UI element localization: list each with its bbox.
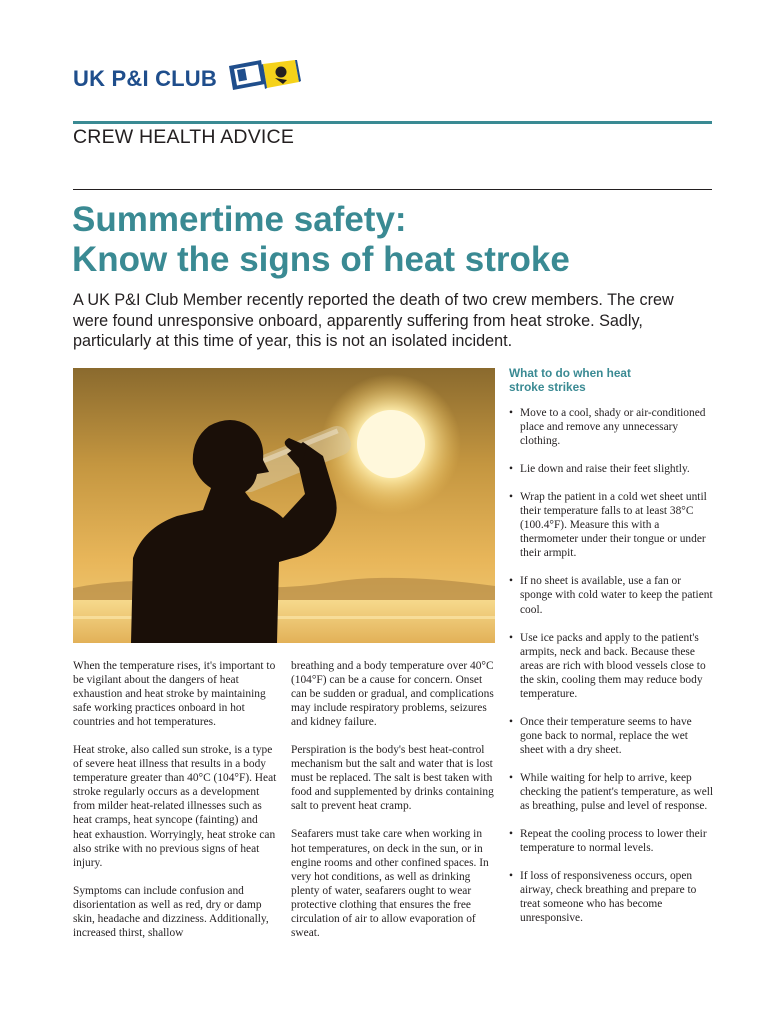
headline-line-1: Summertime safety:: [72, 200, 407, 239]
list-item: • Use ice packs and apply to the patient's armpits, neck and back. Because these areas are rich with blood vessels close to the skin, cooling them may reduce body temperature.: [509, 631, 714, 701]
body-paragraph: Seafarers must take care when working in hot temperatures, on deck in the sun, or in engine rooms and other confined spaces. In very hot conditions, as well as drinking plenty of water, seafarers ought to wear protective clothing that ensures the free circulation of air to allow evaporation of sweat.: [291, 828, 489, 939]
body-paragraph: Symptoms can include confusion and disorientation as well as red, dry or damp skin, headache and dizziness. Additionally, increased thirst, shallow: [73, 884, 269, 939]
brand-logo: [73, 58, 303, 99]
brand-name: UK P&I CLUB: [73, 65, 217, 91]
man-drinking-water-sunset-photo: [73, 368, 495, 643]
list-item: • If loss of responsiveness occurs, open airway, check breathing and prepare to treat someone who has become unresponsive.: [509, 869, 714, 925]
list-item: • Repeat the cooling process to lower their temperature to normal levels.: [509, 827, 714, 855]
body-column-2: [291, 659, 496, 954]
body-paragraph: When the temperature rises, it's important to be vigilant about the dangers of heat exhaustion and heat stroke by maintaining safe working practices onboard in hot countries and hot temperatures.: [73, 660, 276, 729]
list-item: • Once their temperature seems to have gone back to normal, replace the wet sheet with a dry sheet.: [509, 715, 714, 757]
body-paragraph: Heat stroke, also called sun stroke, is a type of severe heat illness that results in a body temperature greater than 40°C (104°F). Heat stroke regularly occurs as a development from milder heat-related illnesses such as heat cramps, heat syncope (fainting) and heat exhaustion. Worryingly, heat stroke can also strike with no previous signs of heat injury.: [73, 744, 277, 869]
list-item: • Lie down and raise their feet slightly.: [509, 462, 714, 476]
sidebar-heading: What to do when heat stroke strikes: [509, 366, 631, 394]
list-item: • While waiting for help to arrive, keep checking the patient's temperature, as well as breathing, pulse and level of response.: [509, 771, 714, 813]
body-paragraph: breathing and a body temperature over 40°C (104°F) can be a cause for concern. Onset can be sudden or gradual, and complications may include respiratory problems, seizures and kidney failure.: [291, 660, 494, 729]
header-rule: [73, 121, 712, 124]
headline-line-2: Know the signs of heat stroke: [72, 240, 570, 279]
list-item: • If no sheet is available, use a fan or sponge with cold water to keep the patient cool.: [509, 574, 714, 616]
body-column-1: [73, 659, 278, 954]
divider: [73, 189, 712, 190]
intro-paragraph: A UK P&I Club Member recently reported the death of two crew members. The crew were found unresponsive onboard, apparently suffering from heat stroke. Sadly, particularly at this time of year, this is not an isolated incident.: [73, 291, 674, 350]
list-item: • Move to a cool, shady or air-conditioned place and remove any unnecessary clothing.: [509, 406, 714, 448]
list-item: • Wrap the patient in a cold wet sheet until their temperature falls to at least 38°C (100.4°F). Measure this with a thermometer under their tongue or under their armpit.: [509, 490, 714, 560]
body-paragraph: Perspiration is the body's best heat-control mechanism but the salt and water that is lost must be replaced. The salt is best taken with food and supplemented by drinks containing salt to prevent heat cramp.: [291, 744, 494, 813]
flags-icon: [225, 58, 303, 99]
headline: [72, 200, 570, 280]
sidebar-what-to-do: [509, 366, 714, 939]
section-label: CREW HEALTH ADVICE: [73, 126, 295, 148]
advice-list: [509, 406, 714, 925]
